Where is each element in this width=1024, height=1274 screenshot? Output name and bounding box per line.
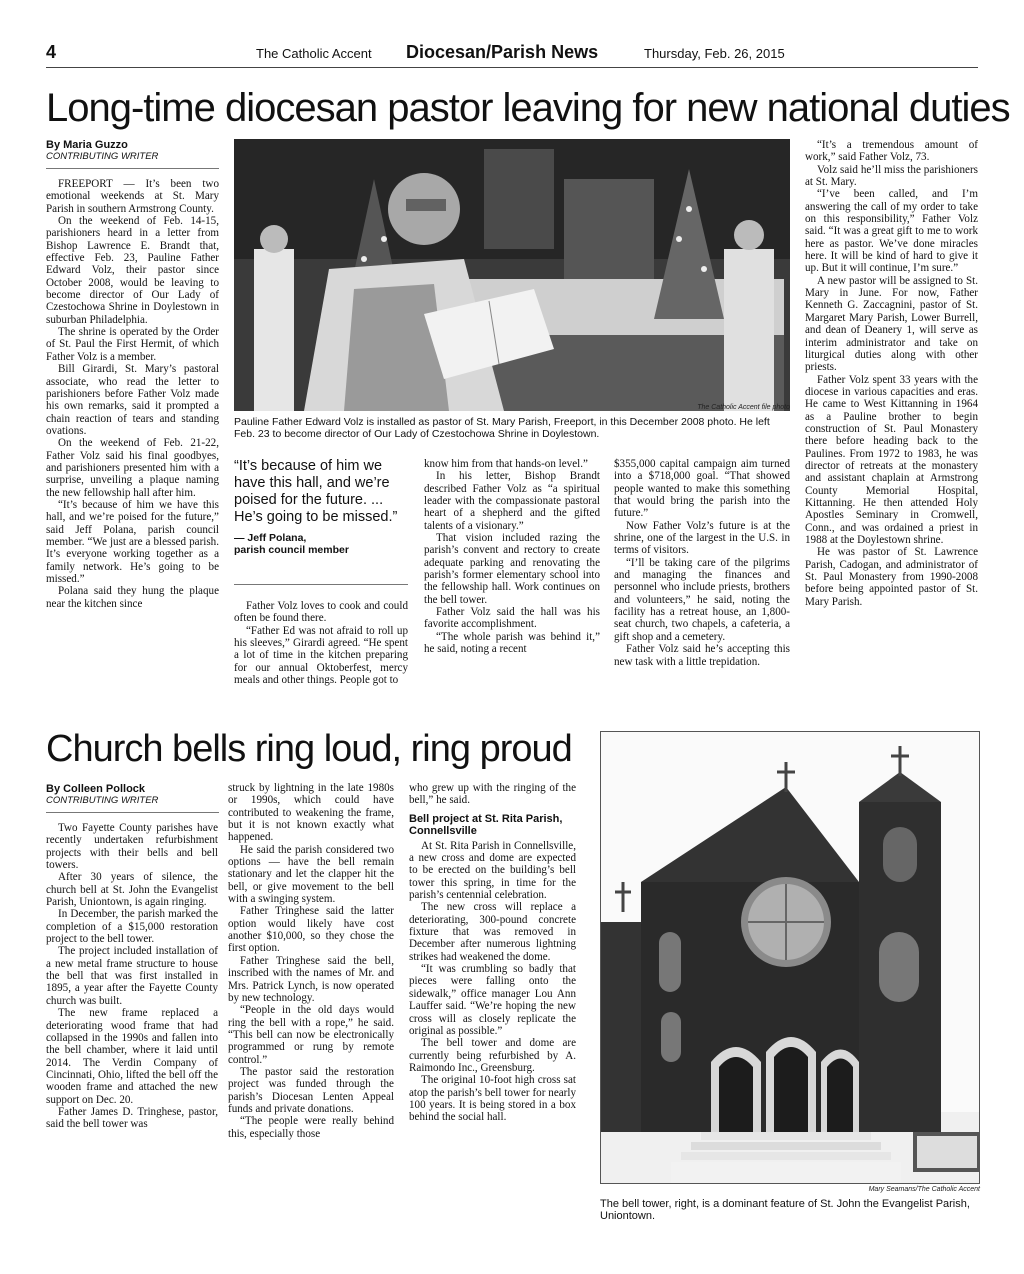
story1-column-1 — [46, 178, 219, 708]
paragraph: A new pastor will be assigned to St. Mary in June. For now, Father Kenneth G. Zaccagnini, pastor of St. Margaret Mary Parish, Lower Burrell, and dean of Deanery 1, will serve as interim administrator and take on liturgical duties along with other priests. — [805, 274, 978, 374]
paragraph: He said the parish considered two options — have the bell remain stationary and let the clapper hit the bell, or give movement to the bell with a swinging system. — [228, 843, 394, 906]
paragraph: FREEPORT — It’s been two emotional weekends at St. Mary Parish in southern Armstrong County. — [46, 178, 219, 215]
paragraph: The project included installation of a new metal frame structure to house the bell that was first installed in 1895, a year after the Fayette County church was built. — [46, 945, 218, 1007]
paragraph: Volz said he’ll miss the parishioners at St. Mary. — [805, 163, 978, 189]
paragraph: struck by lightning in the late 1980s or 1990s, which could have contributed to weakening the frame, but it is not known exactly what happened. — [228, 782, 394, 844]
paragraph: “It’s a tremendous amount of work,” said Father Volz, 73. — [805, 139, 978, 164]
paragraph: He was pastor of St. Lawrence Parish, Cadogan, and administrator of St. Paul Monastery from 1990-2008 before being appointed pastor of St. Mary Parish. — [805, 546, 978, 608]
paragraph: Father Volz loves to cook and could often be found there. — [234, 600, 408, 625]
paragraph: Father Volz spent 33 years with the diocese in various capacities and eras. He came to West Kittanning in 1964 as a Pauline brother to begin construction of St. Paul Monastery there before heading back to the Paulines. From 1972 to 1983, he was director of retreats at the monastery and assistant chaplain at Armstrong County Memorial Hospital, Kittanning. He then attended Holy Apostles Seminary in Cromwell, Conn., and was ordained a priest in 1988 at the Doylestown shrine. — [805, 373, 978, 546]
paragraph: who grew up with the ringing of the bell,” he said. — [409, 782, 576, 807]
story2-column-1 — [46, 822, 218, 1224]
paragraph: Father Volz said the hall was his favorite accomplishment. — [424, 606, 600, 631]
paragraph: On the weekend of Feb. 14-15, parishioners heard in a letter from Bishop Lawrence E. Brandt that, effective Feb. 23, Pauline Father Edward Volz, their pastor since October 2008, would be leaving to become director of Our Lady of Czestochowa Shrine in Doylestown in suburban Philadelphia. — [46, 215, 219, 326]
publication-name: The Catholic Accent — [256, 46, 372, 61]
paragraph: “It’s because of him we have this hall, and we’re poised for the future,” said Jeff Polana, parish council member. “We just are a blessed parish. It’s everyone working together as a family network. He’s going to be missed.” — [46, 498, 219, 585]
story2-headline: Church bells ring loud, ring proud — [46, 728, 572, 770]
section-title: Diocesan/Parish News — [406, 42, 599, 62]
subhead: Bell project at St. Rita Parish, Connellsville — [409, 812, 563, 838]
paragraph: In his letter, Bishop Brandt described Father Volz as “a spiritual leader with the compassionate pastoral heart of a shepherd and the gifted talents of a visionary.” — [424, 470, 600, 532]
paragraph: In December, the parish marked the completion of a $15,000 restoration project to the bell tower. — [46, 908, 218, 946]
pull-quote-attribution-title: parish council member — [234, 544, 349, 556]
page-header — [46, 42, 978, 68]
story2-photo-credit: Mary Seamans/The Catholic Accent — [868, 1186, 980, 1193]
byline-role: CONTRIBUTING WRITER — [46, 795, 159, 806]
priest-installation-photo — [234, 139, 790, 411]
paragraph: Father James D. Tringhese, pastor, said the bell tower was — [46, 1105, 218, 1131]
paragraph: know him from that hands-on level.” — [424, 458, 588, 470]
story2-column-3 — [409, 782, 576, 1224]
byline-name: By Maria Guzzo — [46, 139, 128, 151]
paragraph: Bill Girardi, St. Mary’s pastoral associate, who read the letter to parishioners before Father Volz made his own remarks, said it prompted a chain reaction of tears and standing ovations. — [46, 363, 219, 437]
paragraph: After 30 years of silence, the church bell at St. John the Evangelist Parish, Uniontown, is again ringing. — [46, 871, 218, 909]
story1-column-3 — [424, 458, 600, 710]
story2-photo-caption: The bell tower, right, is a dominant feature of St. John the Evangelist Parish, Uniontown. — [600, 1198, 970, 1222]
story1-column-5 — [805, 139, 978, 710]
issue-date: Thursday, Feb. 26, 2015 — [644, 46, 785, 61]
paragraph: Father Tringhese said the latter option would likely have cost another $10,000, so they chose the first option. — [228, 905, 394, 955]
paragraph: At St. Rita Parish in Connellsville, a new cross and dome are expected to be erected on the building’s bell tower this spring, in time for the parish’s centennial celebration. — [409, 839, 576, 902]
paragraph: “The people were really behind this, especially those — [228, 1115, 394, 1140]
paragraph: “I’ve been called, and I’m answering the call of my order to take on this responsibility,” Father Volz said. “It was a great gift to me to work here as pastor. We’ve done miracles here. It will be kind of hard to give it up. But it will continue, I’m sure.” — [805, 188, 978, 275]
byline-role: CONTRIBUTING WRITER — [46, 151, 159, 162]
paragraph: Father Tringhese said the bell, inscribed with the names of Mr. and Mrs. Patrick Lynch, is now operated by new technology. — [228, 954, 394, 1004]
story1-photo-credit: The Catholic Accent file photo — [697, 404, 790, 411]
paragraph: The original 10-foot high cross sat atop the parish’s bell tower for nearly 100 years. It is being stored in a box behind the social hall. — [409, 1074, 576, 1124]
paragraph: Now Father Volz’s future is at the shrine, one of the largest in the U.S. in terms of visitors. — [614, 519, 790, 557]
paragraph: The shrine is operated by the Order of St. Paul the First Hermit, of which Father Volz is a member. — [46, 326, 219, 363]
story1-column-4 — [614, 458, 790, 710]
paragraph: On the weekend of Feb. 21-22, Father Volz said his final goodbyes, and parishioners presented him with a surprise, unveiling a plaque naming the new fellowship hall after him. — [46, 437, 219, 499]
paragraph: The pastor said the restoration project was funded through the parish’s Diocesan Lenten Appeal funds and private donations. — [228, 1065, 394, 1115]
paragraph: “I’ll be taking care of the pilgrims and managing the finances and personnel who include priests, brothers and volunteers,” he said, noting the facility has a retreat house, an 1,800-seat church, two chapels, a cafeteria, a gift shop and a cemetery. — [614, 556, 790, 643]
page-number: 4 — [46, 42, 57, 62]
paragraph: The bell tower and dome are currently being refurbished by A. Raimondo Inc., Greensburg. — [409, 1037, 576, 1074]
paragraph: “The whole parish was behind it,” he said, noting a recent — [424, 630, 600, 656]
story1-byline — [46, 139, 219, 169]
story2-byline — [46, 783, 219, 813]
byline-name: By Colleen Pollock — [46, 783, 146, 795]
story1-photo-caption: Pauline Father Edward Volz is installed as pastor of St. Mary Parish, Freeport, in this December 2008 photo. He left Feb. 23 to become director of Our Lady of Czestochowa Shrine in Doylestown. — [234, 416, 770, 440]
priest-photo-illustration — [234, 139, 790, 411]
paragraph: Father Volz said he’s accepting this new task with a little trepidation. — [614, 643, 790, 668]
paragraph: Polana said they hung the plaque near the kitchen since — [46, 585, 219, 610]
church-illustration — [601, 732, 980, 1184]
paragraph: $355,000 capital campaign aim turned into a $718,000 goal. “That showed people wanted to make this something that would bring the parish into the future.” — [614, 458, 790, 520]
paragraph: “Father Ed was not afraid to roll up his sleeves,” Girardi agreed. “He spent a lot of time in the kitchen preparing for our annual Oktoberfest, mercy meals and other things. People got to — [234, 624, 408, 687]
pull-quote-attribution-name: — Jeff Polana, — [234, 532, 307, 544]
story2-column-2 — [228, 782, 394, 1224]
paragraph: “People in the old days would ring the bell with a rope,” he said. “This bell can now be electronically programmed or rung by remote control.” — [228, 1004, 394, 1066]
story1-headline: Long-time diocesan pastor leaving for new national duties — [46, 86, 1010, 130]
story1-column-2 — [234, 600, 408, 710]
church-photo — [600, 731, 980, 1184]
paragraph: The new frame replaced a deteriorating wood frame that had collapsed in the 1990s and fallen into the bell chamber, where it laid until 2014. The Verdin Company of Cincinnati, Ohio, lifted the bell off the wooden frame and attached the new support on Dec. 20. — [46, 1007, 218, 1106]
paragraph: Two Fayette County parishes have recently undertaken refurbishment projects with their bells and bell towers. — [46, 822, 218, 872]
pull-quote-text: “It’s because of him we have this hall, and we’re poised for the future. ... He’s going to be missed.” — [234, 458, 398, 525]
paragraph: The new cross will replace a deteriorating, 300-pound concrete fixture that was removed in December after numerous lightning strikes had weakened the dome. — [409, 901, 576, 963]
pull-quote-divider — [234, 584, 408, 585]
paragraph: That vision included razing the parish’s convent and rectory to create adequate parking and renovating the parish’s former elementary school into the fellowship hall. Work continues on the bell tower. — [424, 532, 600, 606]
pull-quote — [234, 458, 408, 556]
paragraph: “It was crumbling so badly that pieces were falling onto the sidewalk,” office manager Lou Ann Lauffer said. “We’re hoping the new cross will as closely replicate the original as possible.” — [409, 963, 576, 1037]
